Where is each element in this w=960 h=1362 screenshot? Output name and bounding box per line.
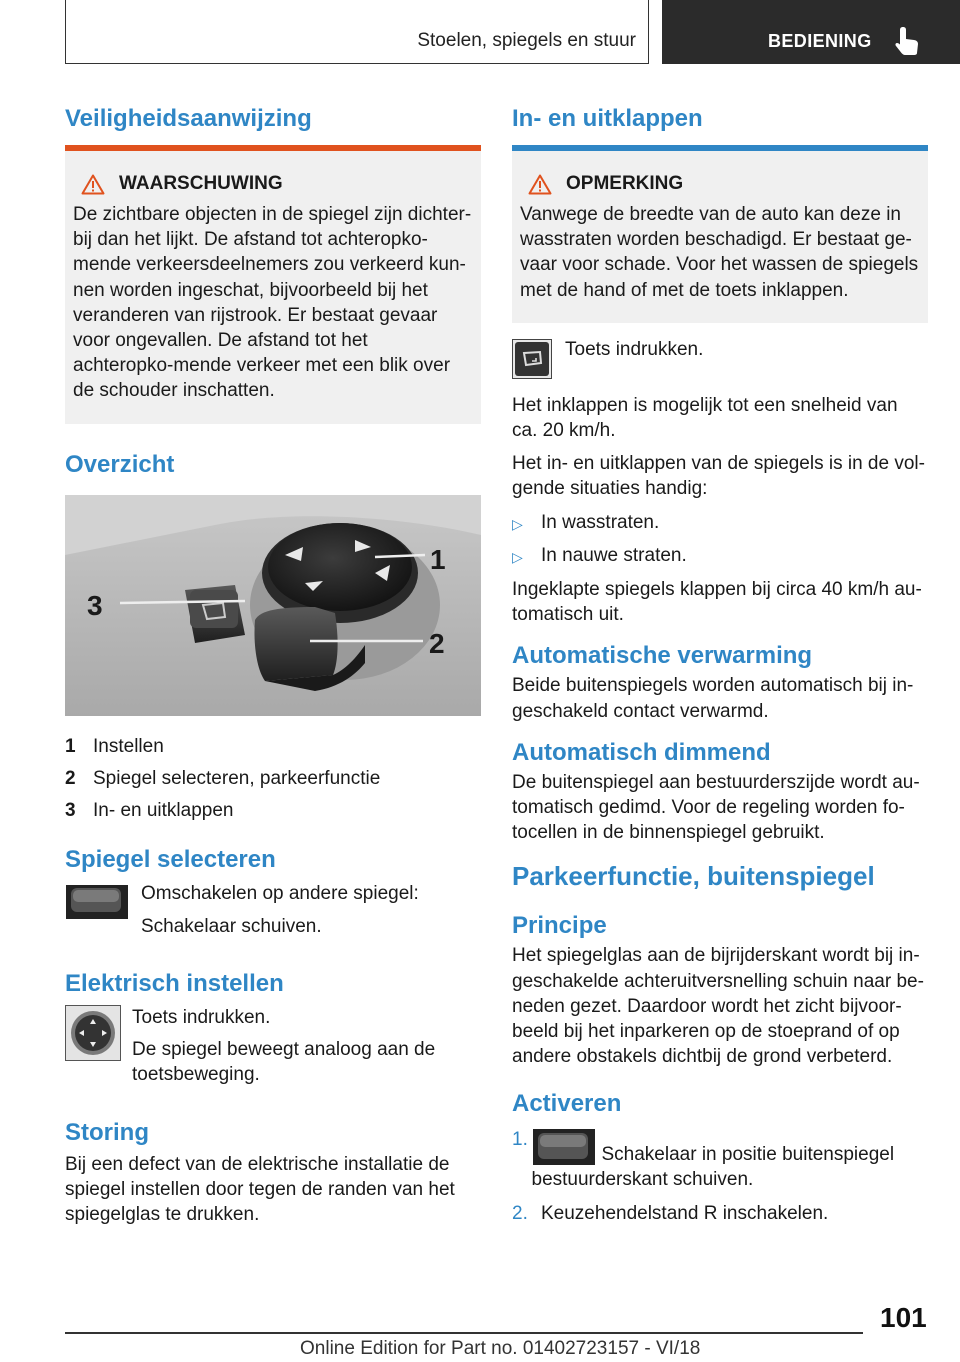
selector-switch-icon [65, 881, 129, 921]
activate-heading: Activeren [512, 1090, 622, 1118]
principle-heading: Principe [512, 912, 607, 940]
footer-rule [65, 1332, 863, 1334]
left-column [65, 100, 481, 1227]
note-box [512, 151, 928, 323]
footer-edition: Online Edition for Part no. 01402723157 - VI/18 [300, 1338, 701, 1359]
warning-box [65, 151, 481, 424]
photo-legend [65, 731, 481, 827]
hand-pointer-icon [894, 26, 920, 56]
parking-heading: Parkeerfunctie, buitenspiegel [512, 861, 875, 892]
legend-item: 2 Spiegel selecteren, parkeerfunctie [65, 767, 381, 789]
photo-label-2: 2 [429, 627, 445, 659]
overview-heading: Overzicht [65, 450, 175, 478]
warning-triangle-icon [528, 174, 552, 195]
header-tab [662, 0, 960, 64]
list-item: ▷ In nauwe straten. [512, 543, 928, 570]
selector-switch-icon [532, 1127, 596, 1167]
fold-speed-text: Het inklappen is mogelijk tot een snelheid van ca. 20 km/h. [512, 394, 898, 442]
triangle-bullet-icon: ▷ [512, 515, 523, 532]
warning-triangle-icon [81, 174, 105, 195]
fold-button-text: Toets indrukken. [565, 338, 704, 360]
heating-heading: Automatische verwarming [512, 642, 813, 670]
list-item: ▷ In wasstraten. [512, 510, 928, 537]
fold-useful-text: Het in- en uitklappen van de spiegels is in de vol-gende situaties handig: [512, 453, 925, 500]
page-number: 101 [880, 1302, 927, 1333]
electric-line-2: De spiegel beweegt analoog aan de toetsbeweging. [132, 1039, 436, 1086]
warning-text: De zichtbare objecten in de spiegel zijn dichter-bij dan het lijkt. De afstand tot achteropko-mende verkeersdeelnemers zou verkeerd kun-nen worden ingeschat, bijvoorbeeld bij het veranderen van rijstrook. Er bestaat gevaar voor ongevallen. De afstand tot het achteropko-mende verkeer met een blik over de schouder inschatten. [73, 204, 472, 402]
principle-text: Het spiegelglas aan de bijrijderskant wordt bij in-geschakelde achteruitversnelling schuin naar be-neden gezet. Daardoor wordt het zicht bijvoor-beeld bij het inparkeren op de stoeprand of op andere obstakels dichtbij de grond verbeterd. [512, 945, 924, 1068]
legend-item: 1 Instellen [65, 735, 164, 757]
note-text: Vanwege de breedte van de auto kan deze in wasstraten worden beschadigd. Er bestaat ge-vaar voor schade. Voor het wassen de spiegels met de hand of met de toets inklappen. [520, 204, 919, 301]
heating-text: Beide buitenspiegels worden automatisch bij in-geschakeld contact verwarmd. [512, 675, 914, 722]
header-tag: BEDIENING [768, 31, 872, 51]
legend-item: 3 In- en uitklappen [65, 799, 234, 821]
list-item: 1. Schakelaar in positie buitenspiegel bestuurderskant schuiven. [512, 1129, 895, 1191]
list-item: 2. Keuzehendelstand R inschakelen. [512, 1202, 829, 1224]
dimming-heading: Automatisch dimmend [512, 738, 771, 766]
header-chapter-box [65, 0, 649, 64]
fold-heading: In- en uitklappen [512, 105, 703, 132]
electric-line-1: Toets indrukken. [132, 1007, 271, 1029]
dimming-text: De buitenspiegel aan bestuurderszijde wordt au-tomatisch gedimd. Voor de regeling worden fo-tocellen in de binnenspiegel gebruikt. [512, 771, 920, 844]
select-line-1: Omschakelen op andere spiegel: [141, 882, 419, 904]
electric-heading: Elektrisch instellen [65, 970, 284, 998]
page-header [0, 0, 960, 66]
fault-heading: Storing [65, 1118, 149, 1146]
select-heading: Spiegel selecteren [65, 845, 276, 873]
safety-heading: Veiligheidsaanwijzing [65, 105, 312, 132]
adjust-knob-icon [65, 1005, 121, 1061]
photo-label-3: 3 [87, 589, 103, 621]
right-column [512, 100, 928, 1226]
fold-button-icon [512, 339, 552, 379]
note-label: OPMERKING [566, 173, 684, 194]
photo-label-1: 1 [430, 543, 446, 575]
triangle-bullet-icon: ▷ [512, 548, 523, 565]
fold-auto-text: Ingeklapte spiegels klappen bij circa 40 km/h au-tomatisch uit. [512, 579, 922, 626]
select-line-2: Schakelaar schuiven. [141, 915, 322, 937]
header-subtitle: Stoelen, spiegels en stuur [417, 30, 636, 51]
warning-label: WAARSCHUWING [119, 173, 283, 194]
mirror-switch-photo [65, 495, 481, 716]
fault-text: Bij een defect van de elektrische installatie de spiegel instellen door tegen de randen van het spiegelglas te drukken. [65, 1153, 455, 1226]
